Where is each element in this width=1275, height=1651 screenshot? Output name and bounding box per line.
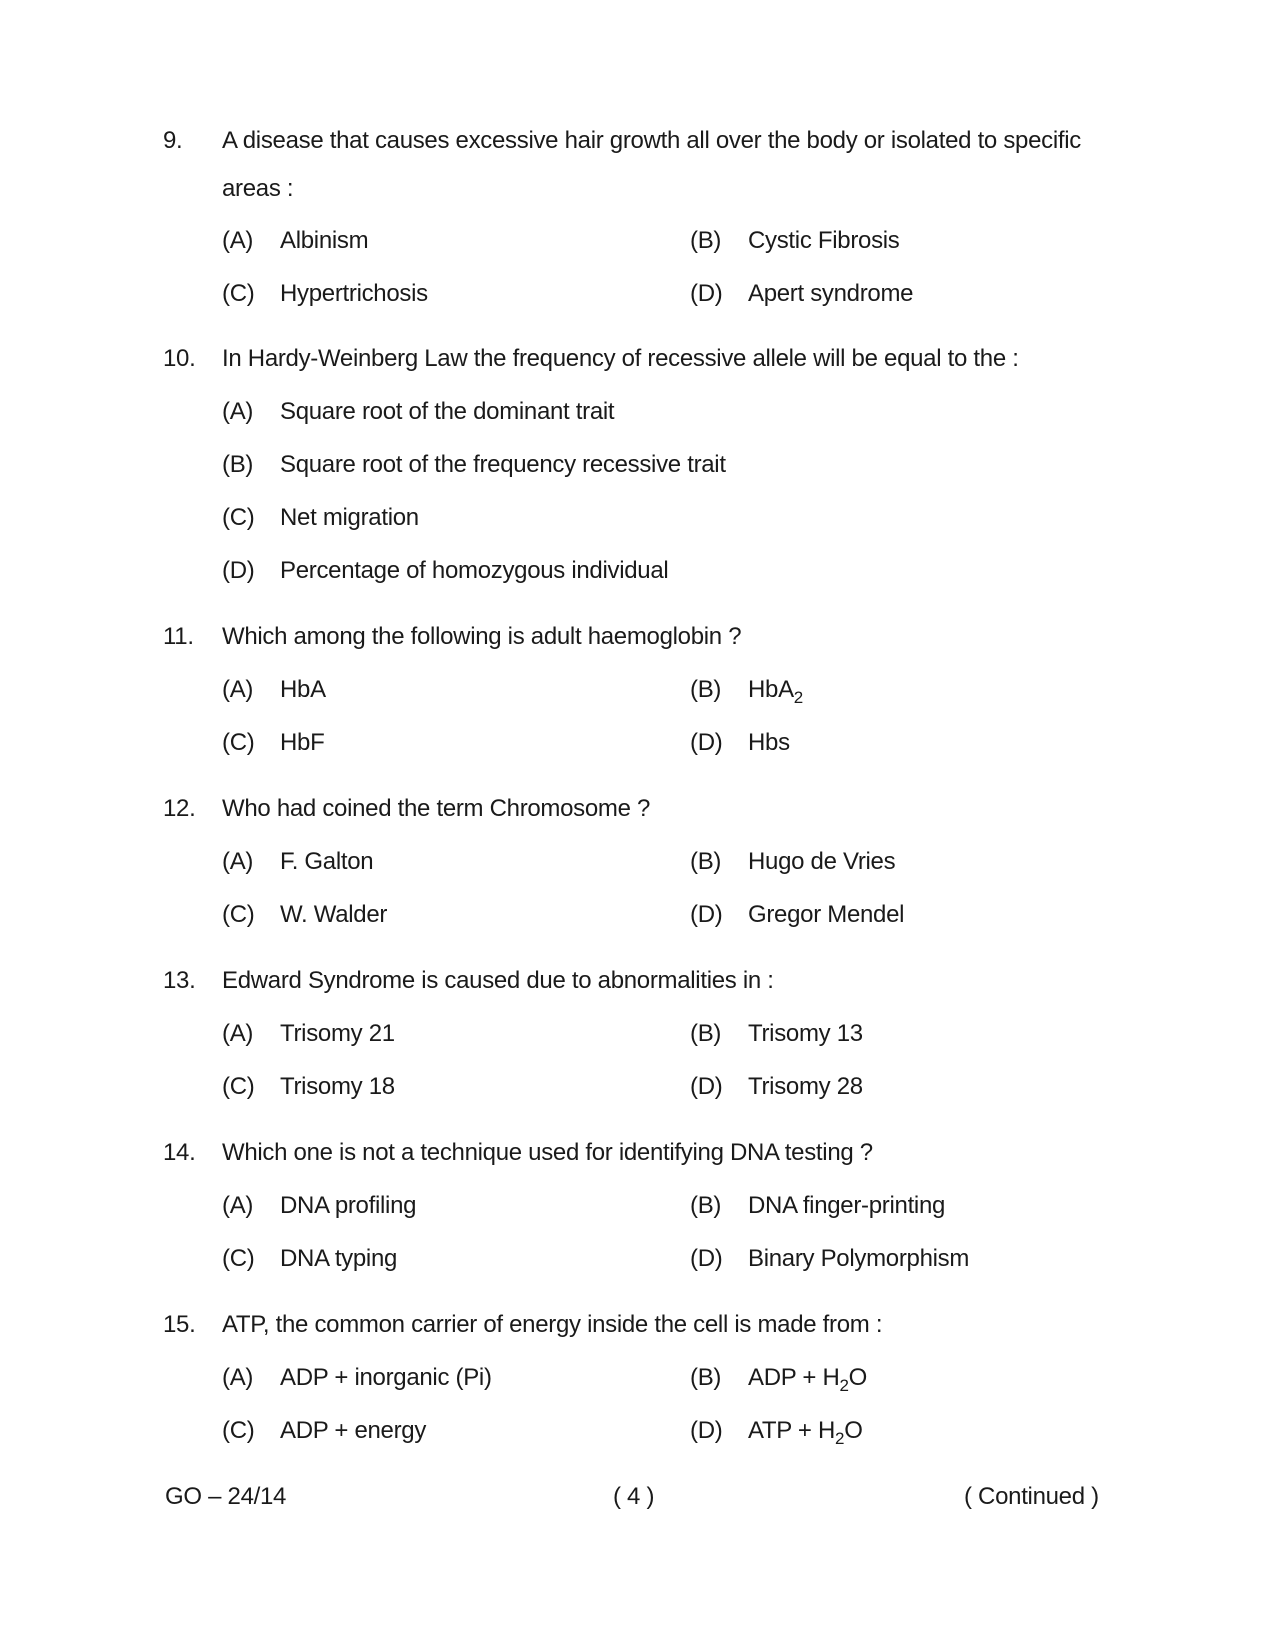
question-9-text-line-1: A disease that causes excessive hair growth all over the body or isolated to specific <box>222 127 1081 154</box>
question-12-option-d-text: Gregor Mendel <box>748 901 905 928</box>
question-15-number: 15. <box>163 1311 196 1338</box>
question-12-option-a-label: (A) <box>222 848 254 875</box>
question-9-option-b-text: Cystic Fibrosis <box>748 227 900 254</box>
footer-paper-code: GO – 24/14 <box>165 1483 287 1510</box>
question-12-option-a-text: F. Galton <box>280 848 374 875</box>
question-11-option-c-label: (C) <box>222 729 255 756</box>
question-9-option-c-label: (C) <box>222 280 255 307</box>
question-15-option-d-suffix: O <box>844 1417 863 1444</box>
question-11-option-a-text: HbA <box>280 676 326 703</box>
question-10-option-a-text: Square root of the dominant trait <box>280 398 615 425</box>
question-13-option-b-text: Trisomy 13 <box>748 1020 863 1047</box>
question-10-text: In Hardy-Weinberg Law the frequency of recessive allele will be equal to the : <box>222 345 1019 372</box>
question-13-option-a-label: (A) <box>222 1020 254 1047</box>
question-10-number: 10. <box>163 345 196 372</box>
question-14-option-a-text: DNA profiling <box>280 1192 417 1219</box>
question-10-option-b-label: (B) <box>222 451 254 478</box>
question-10-option-c-text: Net migration <box>280 504 419 531</box>
question-11-option-d-label: (D) <box>690 729 723 756</box>
question-15-option-b-main: ADP + H <box>748 1364 840 1391</box>
question-9-option-a-text: Albinism <box>280 227 369 254</box>
question-15-option-a-label: (A) <box>222 1364 254 1391</box>
question-12-option-c-text: W. Walder <box>280 901 388 928</box>
question-9-option-c-text: Hypertrichosis <box>280 280 428 307</box>
question-15-option-d-label: (D) <box>690 1417 723 1444</box>
question-10-option-d-label: (D) <box>222 557 255 584</box>
question-13-option-c-label: (C) <box>222 1073 255 1100</box>
question-13-text: Edward Syndrome is caused due to abnormalities in : <box>222 967 774 994</box>
question-15-option-c-text: ADP + energy <box>280 1417 427 1444</box>
question-13-option-b-label: (B) <box>690 1020 722 1047</box>
question-14-text: Which one is not a technique used for identifying DNA testing ? <box>222 1139 873 1166</box>
question-11-option-b-subscript: 2 <box>793 688 803 707</box>
question-10-option-c-label: (C) <box>222 504 255 531</box>
question-14-option-d-label: (D) <box>690 1245 723 1272</box>
question-10-option-b-text: Square root of the frequency recessive trait <box>280 451 726 478</box>
question-15-option-b-suffix: O <box>848 1364 868 1391</box>
footer-page-number: ( 4 ) <box>613 1483 655 1510</box>
question-11-option-c-text: HbF <box>280 729 325 756</box>
question-15-option-c-label: (C) <box>222 1417 255 1444</box>
question-14-option-a-label: (A) <box>222 1192 254 1219</box>
question-9-option-d-text: Apert syndrome <box>748 280 914 307</box>
question-15-option-d-text <box>748 1417 863 1448</box>
question-15-option-b-label: (B) <box>690 1364 722 1391</box>
question-9-option-b-label: (B) <box>690 227 722 254</box>
question-11-option-a-label: (A) <box>222 676 254 703</box>
question-11-option-b-label: (B) <box>690 676 722 703</box>
question-11-text: Which among the following is adult haemoglobin ? <box>222 623 742 650</box>
question-9-option-a-label: (A) <box>222 227 254 254</box>
question-13-number: 13. <box>163 967 196 994</box>
question-13-option-d-label: (D) <box>690 1073 723 1100</box>
question-15-option-d-subscript: 2 <box>835 1429 845 1448</box>
question-9-text-line-2: areas : <box>222 175 294 202</box>
question-12-option-b-label: (B) <box>690 848 722 875</box>
question-14-option-b-text: DNA finger-printing <box>748 1192 946 1219</box>
question-12-number: 12. <box>163 795 196 822</box>
question-14-option-d-text: Binary Polymorphism <box>748 1245 970 1272</box>
question-11-number: 11. <box>163 623 194 650</box>
question-11-option-b-main: HbA <box>748 676 794 703</box>
question-15-option-d-main: ATP + H <box>748 1417 836 1444</box>
question-15-text: ATP, the common carrier of energy inside the cell is made from : <box>222 1311 883 1338</box>
question-13-option-d-text: Trisomy 28 <box>748 1073 863 1100</box>
question-10-option-a-label: (A) <box>222 398 254 425</box>
question-13-option-c-text: Trisomy 18 <box>280 1073 395 1100</box>
question-14-option-c-text: DNA typing <box>280 1245 398 1272</box>
question-12-option-c-label: (C) <box>222 901 255 928</box>
footer-continued: ( Continued ) <box>964 1483 1099 1510</box>
question-12-option-d-label: (D) <box>690 901 723 928</box>
question-14-number: 14. <box>163 1139 196 1166</box>
question-14-option-b-label: (B) <box>690 1192 722 1219</box>
question-10-option-d-text: Percentage of homozygous individual <box>280 557 669 584</box>
question-15-option-b-text <box>748 1364 868 1395</box>
question-12-option-b-text: Hugo de Vries <box>748 848 896 875</box>
question-11-option-b-text <box>748 676 803 707</box>
question-15-option-b-subscript: 2 <box>839 1376 849 1395</box>
question-12-text: Who had coined the term Chromosome ? <box>222 795 651 822</box>
question-14-option-c-label: (C) <box>222 1245 255 1272</box>
question-9-number: 9. <box>163 127 183 154</box>
question-11-option-d-text: Hbs <box>748 729 790 756</box>
question-13-option-a-text: Trisomy 21 <box>280 1020 395 1047</box>
question-9-option-d-label: (D) <box>690 280 723 307</box>
question-15-option-a-text: ADP + inorganic (Pi) <box>280 1364 492 1391</box>
